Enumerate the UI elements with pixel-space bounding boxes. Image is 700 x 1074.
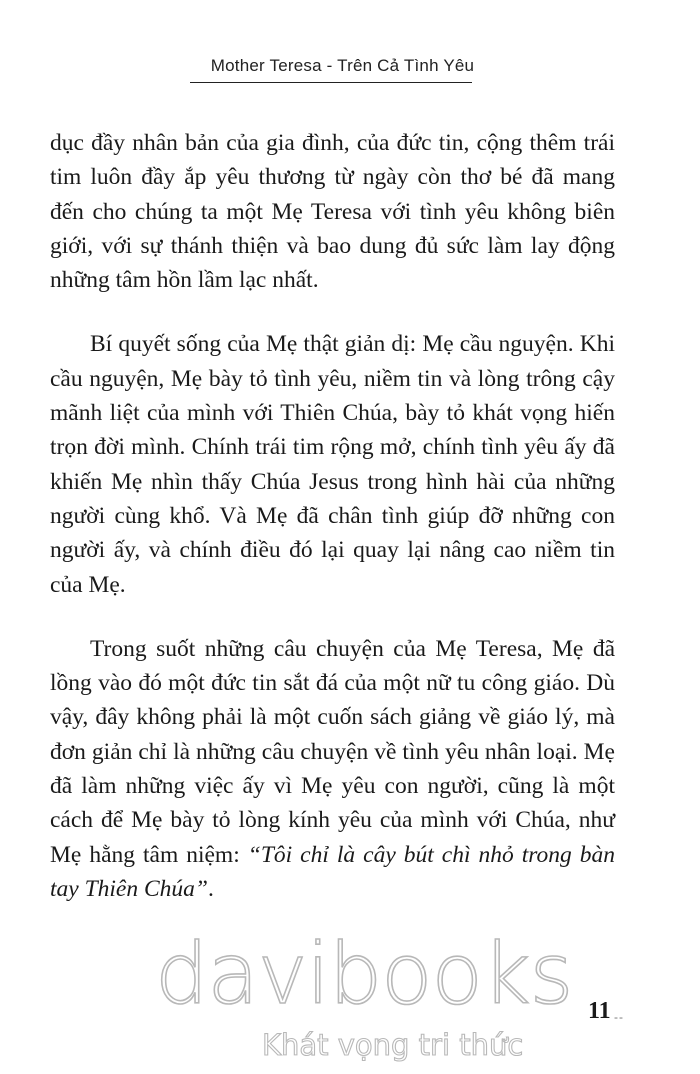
header-rule: [190, 82, 472, 83]
paragraph-2: Bí quyết sống của Mẹ thật giản dị: Mẹ cầu nguyện. Khi cầu nguyện, Mẹ bày tỏ tình yêu, niềm tin và lòng trông cậy mãnh liệt của mình với Thiên Chúa, bày tỏ khát vọng hiến trọn đời mình. Chính trái tim rộng mở, chính tình yêu ấy đã khiến Mẹ nhìn thấy Chúa Jesus trong hình hài của những người cùng khổ. Và Mẹ đã chân tình giúp đỡ những con người ấy, và chính điều đó lại quay lại nâng cao niềm tin của Mẹ.: [50, 331, 615, 598]
page-number: 11: [588, 998, 611, 1024]
paragraph-3-text: Trong suốt những câu chuyện của Mẹ Teresa, Mẹ đã lồng vào đó một đức tin sắt đá của một nữ tu công giáo. Dù vậy, đây không phải là một cuốn sách giảng về giáo lý, mà đơn giản chỉ là những câu chuyện về tình yêu nhân loại. Mẹ đã làm những việc ấy vì Mẹ yêu con người, cũng là một cách để Mẹ bày tỏ lòng kính yêu của mình với Chúa, như Mẹ hằng tâm niệm:: [50, 635, 615, 868]
paragraph-1: dục đầy nhân bản của gia đình, của đức tin, cộng thêm trái tim luôn đầy ắp yêu thương từ ngày còn thơ bé đã mang đến cho chúng ta một Mẹ Teresa với tình yêu không biên giới, với sự thánh thiện và bao dung đủ sức làm lay động những tâm hồn lầm lạc nhất.: [50, 130, 615, 294]
page-number-dots: --: [614, 1010, 624, 1024]
paragraph-3: [50, 632, 615, 906]
watermark-brand: davibooks: [155, 925, 573, 1023]
watermark-tagline: Khát vọng tri thức: [262, 1028, 524, 1062]
running-header: Mother Teresa - Trên Cả Tình Yêu: [210, 56, 475, 75]
body-text: [50, 126, 615, 906]
paragraph-3-end: .: [207, 875, 214, 902]
paragraph-3-quote: “Tôi chỉ là cây bút chì nhỏ trong bàn tay Thiên Chúa”: [50, 841, 616, 902]
